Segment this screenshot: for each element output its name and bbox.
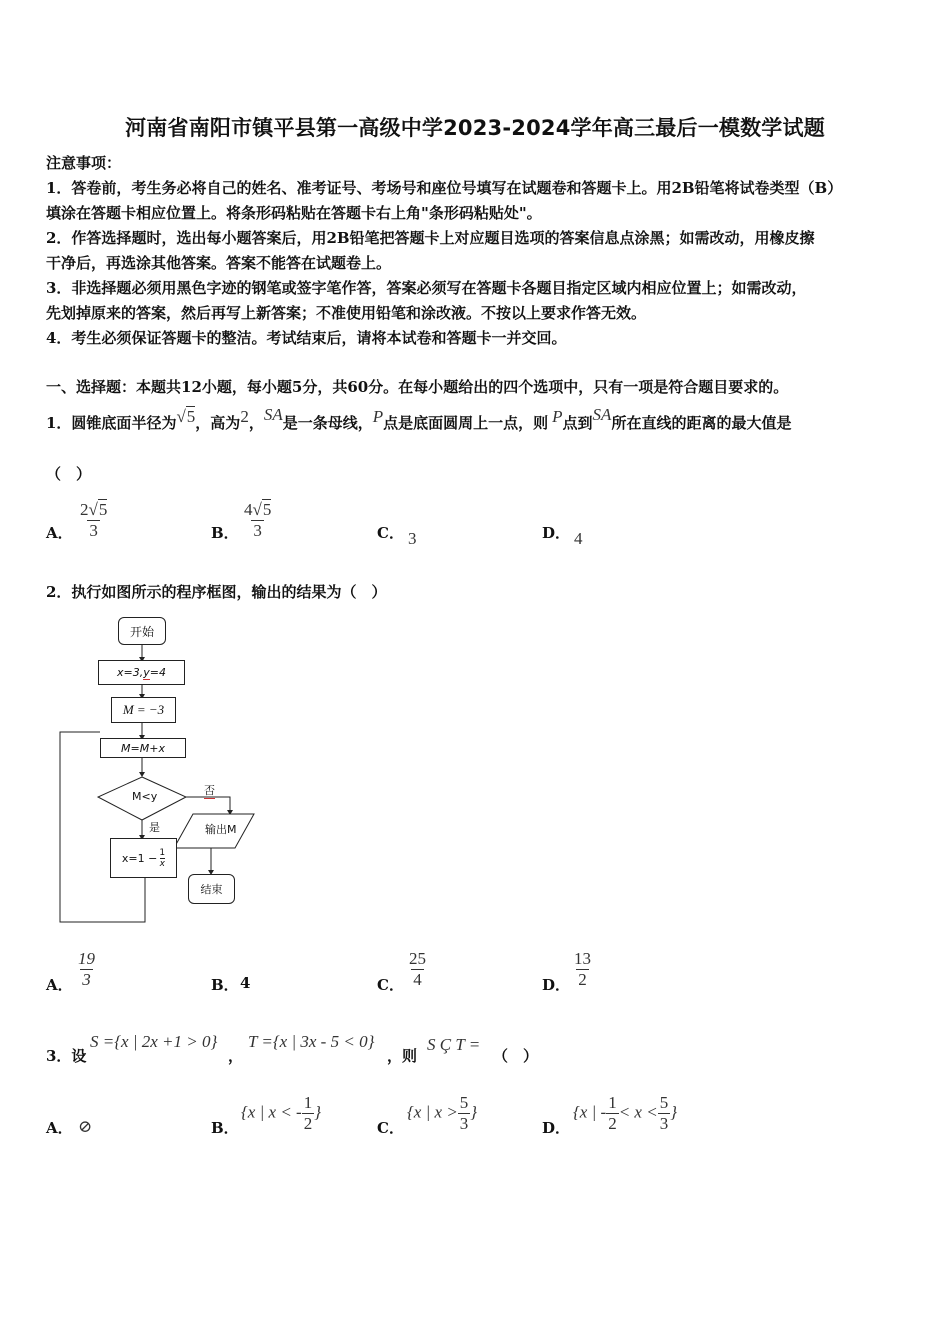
q2-d-num: 13	[574, 949, 591, 968]
q3-option-c-label: C．	[377, 1119, 404, 1137]
q1-sa-2: SA	[592, 405, 612, 424]
q2-option-d	[572, 949, 593, 990]
q3-set-s: S ={x | 2x +1 > 0}	[90, 1032, 218, 1051]
q1-p: P	[372, 407, 384, 426]
q3-d-pre: {x | -	[573, 1102, 607, 1122]
q3-b-post: }	[314, 1102, 322, 1122]
q3-c-post: }	[470, 1102, 478, 1122]
notice-heading: 注意事项：	[46, 154, 122, 172]
flow-x-update	[110, 838, 177, 878]
q2-option-d-label: D．	[542, 976, 571, 994]
q3-c-den: 3	[459, 1114, 469, 1133]
q1-sa: SA	[263, 405, 283, 424]
q2-c-num: 25	[409, 949, 426, 968]
flow-init-y: y	[143, 665, 150, 679]
q3-option-a-label: A．	[46, 1119, 73, 1137]
q1-option-a: $\frac{2√5}{3}$	[80, 500, 108, 540]
q1-b-coef: 4	[244, 500, 253, 519]
page-title: 河南省南阳市镇平县第一高级中学2023-2024学年高三最后一模数学试题	[125, 116, 825, 140]
q1-text-b: ，高为	[195, 414, 241, 432]
q3-b-num: 1	[303, 1093, 313, 1112]
q3-c-pre: {x | x >	[407, 1102, 458, 1122]
flow-m-update: M=M+x	[100, 738, 186, 758]
q1-a-den: 3	[89, 521, 98, 540]
q3-c-num: 5	[459, 1093, 469, 1112]
q3-d-num2: 5	[659, 1093, 669, 1112]
q2-a-den: 3	[82, 970, 91, 989]
flow-output: 输出M	[205, 823, 237, 836]
q3-option-a: ⊘	[78, 1117, 93, 1136]
flow-x-update-text: x=1 −	[121, 851, 158, 865]
q1-text-a: 1．圆锥底面半径为	[46, 414, 177, 432]
q1-b-rad: 5	[262, 500, 272, 519]
q3-option-d-label: D．	[542, 1119, 571, 1137]
q1-text-f: 点到	[562, 414, 593, 432]
q2-option-c	[407, 949, 428, 990]
flow-cond: M<y	[132, 790, 158, 803]
q3-d-den1: 2	[608, 1114, 617, 1133]
q1-option-b-label: B．	[211, 524, 239, 542]
q1-option-d: 4	[574, 529, 583, 548]
q3-set-t: T ={x | 3x - 5 < 0}	[248, 1032, 375, 1051]
q3-d-num1: 1	[608, 1093, 617, 1112]
q1-a-rad: 5	[98, 500, 108, 519]
q3-option-d	[573, 1093, 677, 1134]
flow-x-num: 1	[159, 847, 166, 858]
q3-option-b	[241, 1093, 321, 1134]
q1-text-d: 是一条母线，	[282, 414, 373, 432]
q1-option-c-label: C．	[377, 524, 404, 542]
q1-a-coef: 2	[80, 500, 89, 519]
flow-yes: 是	[149, 821, 160, 834]
q3-option-c	[407, 1093, 477, 1134]
q1-option-d-label: D．	[542, 524, 571, 542]
q1-text-c: ，	[248, 414, 264, 432]
q1-p-2: P	[552, 407, 563, 426]
q3-comma: ，	[228, 1047, 244, 1065]
q3-b-pre: {x | x < -	[241, 1102, 302, 1122]
q3-d-mid: < x <	[618, 1102, 658, 1122]
q1-option-b: $\frac{4√5}{3}$	[244, 500, 272, 540]
q2-option-c-label: C．	[377, 976, 404, 994]
q3-paren: （ ）	[493, 1047, 539, 1065]
q1-paren: （ ）	[46, 465, 92, 483]
flow-init	[98, 660, 185, 685]
notice-line-6: 先划掉原来的答案，然后再写上新答案；不准使用铅笔和涂改液。不按以上要求作答无效。	[46, 304, 647, 322]
notice-line-7: 4．考生必须保证答题卡的整洁。考试结束后，请将本试卷和答题卡一并交回。	[46, 329, 567, 347]
q3-label: 3．设	[46, 1047, 87, 1065]
notice-line-5: 3．非选择题必须用黑色字迹的钢笔或签字笔作答，答案必须写在答题卡各题目指定区域内相应位置上；如需改动，	[46, 279, 807, 297]
flow-init-x: x=3,	[117, 666, 144, 679]
flow-m-init: M = −3	[111, 697, 176, 723]
notice-line-2: 填涂在答题卡相应位置上。将条形码粘贴在答题卡右上角"条形码粘贴处"。	[46, 204, 542, 222]
q3-option-b-label: B．	[211, 1119, 239, 1137]
q1-b-den: 3	[253, 521, 262, 540]
q1-text-g: 所在直线的距离的最大值是	[611, 414, 792, 432]
notice-line-3: 2．作答选择题时，选出每小题答案后，用2B铅笔把答题卡上对应题目选项的答案信息点涂黑；如需改动，用橡皮擦	[46, 229, 815, 247]
q1-text-e: 点是底面圆周上一点，则	[383, 414, 549, 432]
q1-option-a-label: A．	[46, 524, 73, 542]
notice-line-4: 干净后，再选涂其他答案。答案不能答在试题卷上。	[46, 254, 392, 272]
flow-end: 结束	[188, 874, 235, 904]
flow-x-den: x	[159, 858, 165, 869]
q2-a-num: 19	[78, 949, 95, 968]
flow-init-rest: =4	[149, 666, 166, 679]
notice-line-1: 1．答卷前，考生务必将自己的姓名、准考证号、考场号和座位号填写在试题卷和答题卡上。用2B铅笔将试卷类型（B）	[46, 179, 843, 197]
q2-option-b: 4	[240, 974, 251, 992]
q3-expr: S Ç T =	[427, 1035, 481, 1054]
flow-no: 否	[204, 784, 215, 797]
q3-b-den: 2	[303, 1114, 313, 1133]
q1-height: 2	[240, 407, 249, 426]
question-2: 2．执行如图所示的程序框图，输出的结果为（ ）	[46, 583, 387, 601]
question-1: 1．圆锥底面半径为√5，高为2，SA是一条母线，P点是底面圆周上一点，则 P点到SA所在直线的距离的最大值是	[46, 405, 792, 432]
q2-option-b-label: B．	[211, 976, 239, 994]
q3-d-post: }	[670, 1102, 677, 1122]
q2-option-a-label: A．	[46, 976, 73, 994]
section-heading: 一、选择题：本题共12小题，每小题5分，共60分。在每小题给出的四个选项中，只有一项是符合题目要求的。	[46, 378, 789, 396]
q1-option-c: 3	[408, 529, 417, 548]
q1-radius: 5	[186, 407, 196, 426]
q2-c-den: 4	[413, 970, 422, 989]
q2-option-a	[76, 949, 97, 990]
q3-then: ，则	[387, 1047, 418, 1065]
q3-d-den2: 3	[659, 1114, 669, 1133]
q2-d-den: 2	[578, 970, 587, 989]
flowchart-lines	[50, 610, 270, 930]
flow-start: 开始	[118, 617, 166, 645]
